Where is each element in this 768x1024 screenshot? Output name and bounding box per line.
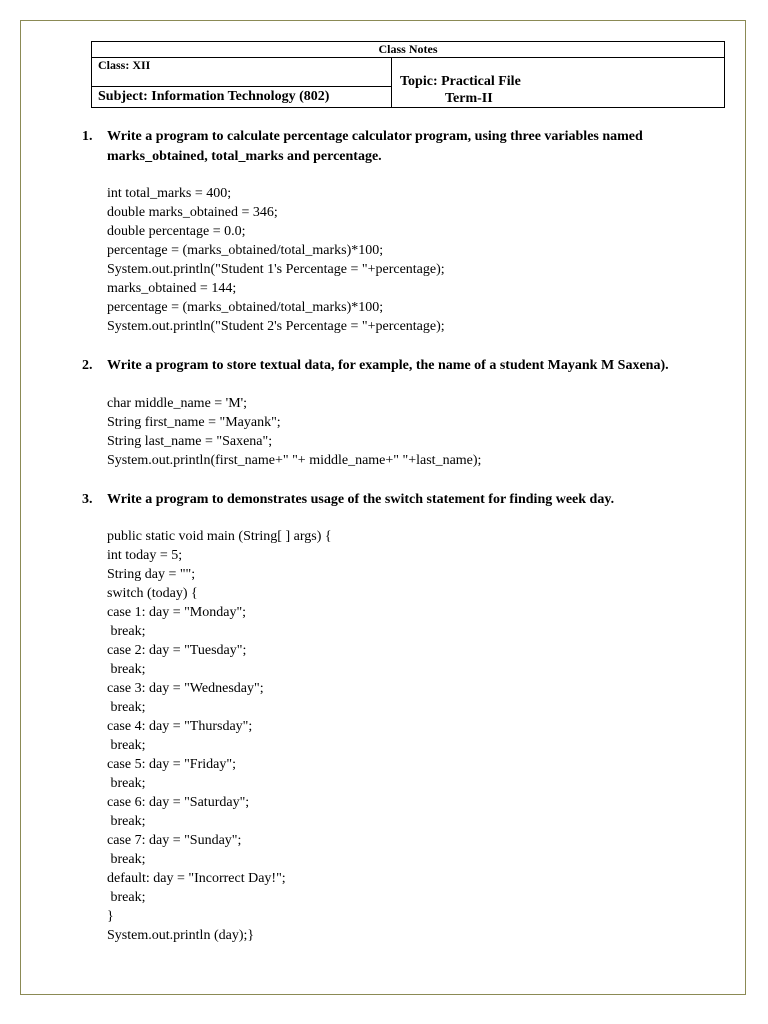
code-line: System.out.println (day);} (107, 928, 255, 943)
question-2-code (107, 394, 481, 470)
code-line: default: day = "Incorrect Day!"; (107, 871, 286, 886)
code-line: double marks_obtained = 346; (107, 205, 278, 220)
question-1-heading (82, 127, 712, 167)
question-number: 3. (82, 492, 93, 507)
code-line: break; (107, 776, 146, 791)
code-line: case 7: day = "Sunday"; (107, 833, 242, 848)
header-title: Class Notes (92, 42, 724, 58)
question-text: Write a program to store textual data, for example, the name of a student Mayank M Saxena). (107, 358, 669, 373)
code-line: percentage = (marks_obtained/total_marks)*100; (107, 243, 384, 258)
code-line: int today = 5; (107, 548, 183, 563)
question-2-heading (82, 356, 712, 376)
code-line: case 2: day = "Tuesday"; (107, 643, 247, 658)
header-right-cell (392, 58, 724, 107)
code-line: break; (107, 662, 146, 677)
code-line: break; (107, 852, 146, 867)
question-number: 1. (82, 129, 93, 144)
header-left-cell (92, 58, 392, 107)
code-line: percentage = (marks_obtained/total_marks)*100; (107, 300, 384, 315)
question-text: Write a program to calculate percentage calculator program, using three variables named marks_obtained, total_marks and percentage. (107, 129, 643, 164)
code-line: String day = ""; (107, 567, 196, 582)
code-line: System.out.println("Student 1's Percentage = "+percentage); (107, 262, 445, 277)
code-line: int total_marks = 400; (107, 186, 232, 201)
code-line: System.out.println(first_name+" "+ middle_name+" "+last_name); (107, 453, 482, 468)
code-line: break; (107, 890, 146, 905)
subject-label: Subject: Information Technology (802) (98, 89, 330, 104)
code-line: case 6: day = "Saturday"; (107, 795, 250, 810)
code-line: public static void main (String[ ] args) { (107, 529, 332, 544)
code-line: break; (107, 738, 146, 753)
code-line: case 1: day = "Monday"; (107, 605, 247, 620)
code-line: break; (107, 624, 146, 639)
code-line: marks_obtained = 144; (107, 281, 237, 296)
term-label: Term-II (445, 91, 493, 106)
question-text: Write a program to demonstrates usage of the switch statement for finding week day. (107, 492, 615, 507)
code-line: case 5: day = "Friday"; (107, 757, 236, 772)
class-label: Class: XII (92, 58, 391, 87)
header-table (91, 41, 725, 108)
question-number: 2. (82, 358, 93, 373)
code-line: String first_name = "Mayank"; (107, 415, 281, 430)
question-3-heading (82, 490, 712, 510)
code-line: switch (today) { (107, 586, 198, 601)
topic-label: Topic: Practical File (400, 74, 521, 89)
code-line: break; (107, 814, 146, 829)
code-line: break; (107, 700, 146, 715)
code-line: case 3: day = "Wednesday"; (107, 681, 264, 696)
code-line: System.out.println("Student 2's Percentage = "+percentage); (107, 319, 445, 334)
question-1-code (107, 184, 445, 336)
code-line: double percentage = 0.0; (107, 224, 246, 239)
code-line: } (107, 909, 114, 924)
code-line: String last_name = "Saxena"; (107, 434, 273, 449)
code-line: case 4: day = "Thursday"; (107, 719, 253, 734)
code-line: char middle_name = 'M'; (107, 396, 248, 411)
question-3-code (107, 527, 332, 945)
